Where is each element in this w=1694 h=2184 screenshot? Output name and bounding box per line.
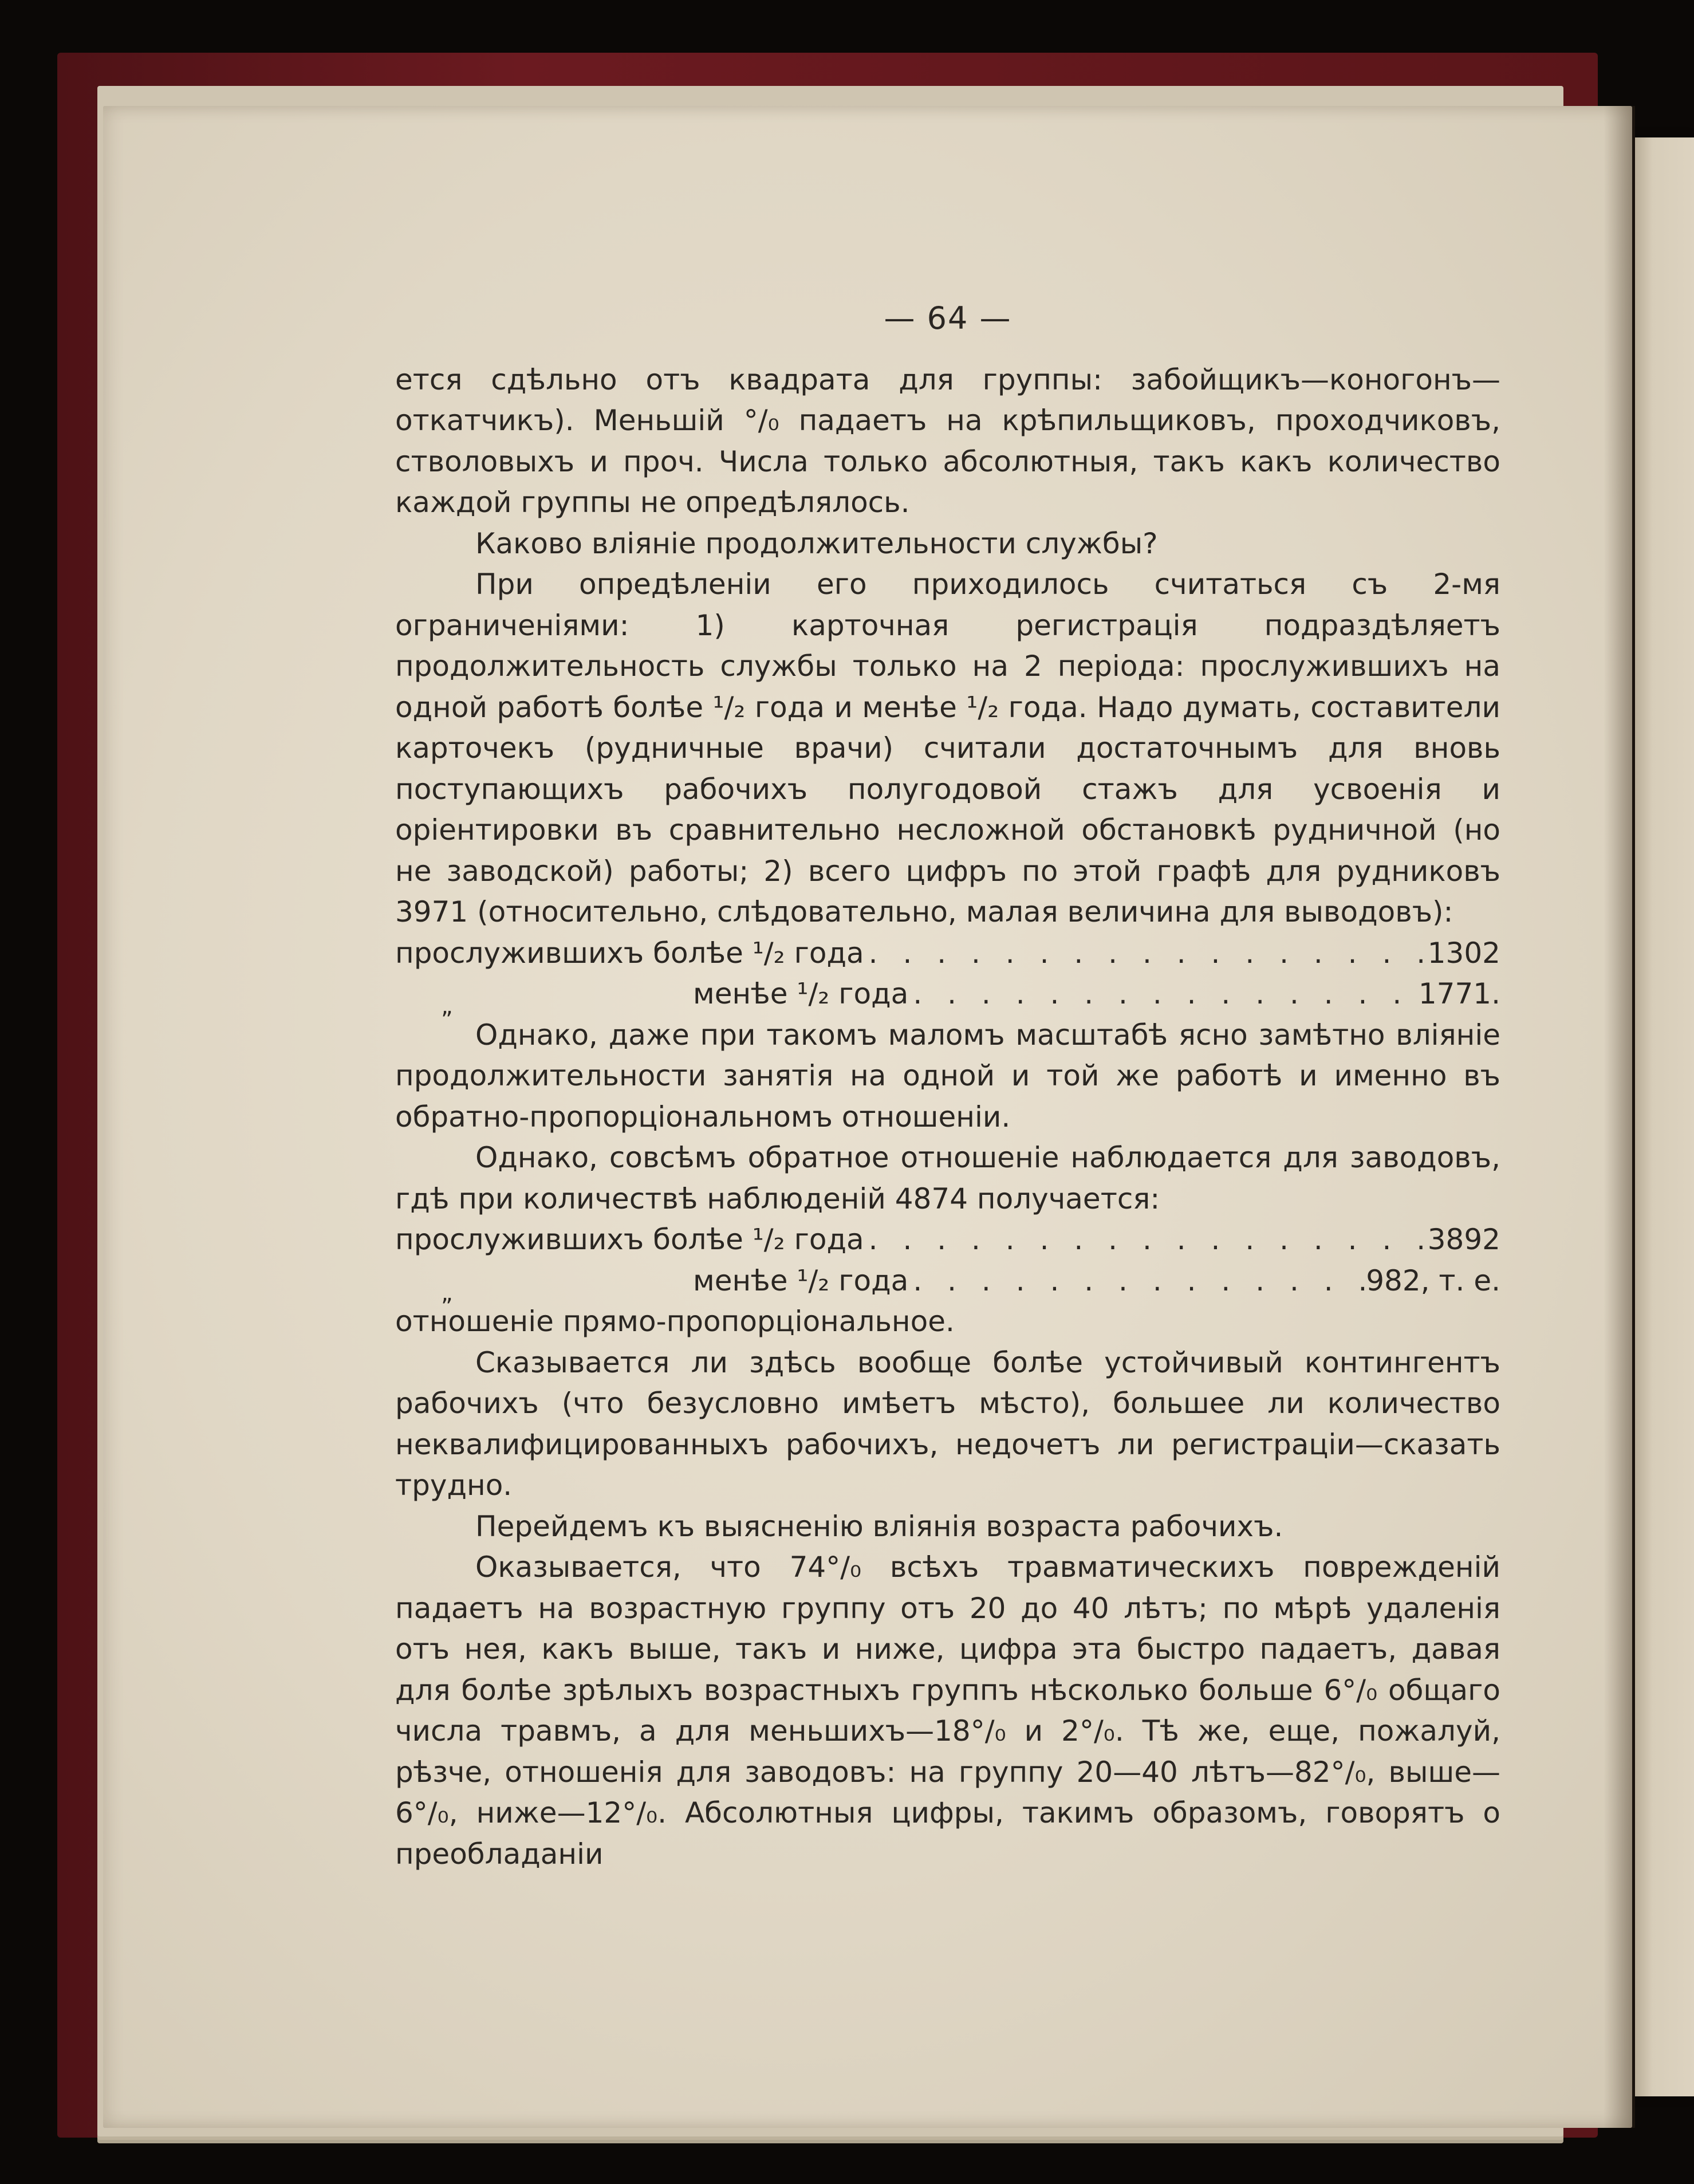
page-gutter <box>1604 106 1635 2128</box>
service-table-factories <box>395 1219 1500 1307</box>
paragraph: отношеніе прямо-пропорціональное. <box>395 1305 955 1338</box>
table-row <box>395 974 1500 1020</box>
paragraph-group-3 <box>395 1301 1500 1875</box>
page-number: — 64 — <box>884 300 1012 336</box>
facing-page-edge <box>1635 137 1694 2096</box>
leader-dots <box>864 933 1428 974</box>
row-label: прослужившихъ болѣе ¹/₂ года <box>395 1223 864 1256</box>
row-label: менѣе ¹/₂ года <box>693 977 909 1010</box>
paragraph-group-2 <box>395 1015 1500 1220</box>
paragraph: Перейдемъ къ выясненію вліянія возраста рабочихъ. <box>475 1509 1283 1543</box>
row-value: 3892 <box>1427 1223 1500 1256</box>
paragraph: ется сдѣльно отъ квадрата для группы: забойщикъ—коногонъ—откатчикъ). Меньшій °/₀ падаетъ на крѣпильщиковъ, проходчиковъ, стволовыхъ и проч. Числа только абсолютныя, такъ какъ количество каждой группы не опредѣлялось. <box>395 363 1500 519</box>
paragraph: Сказывается ли здѣсь вообще болѣе устойчивый контингентъ рабочихъ (что безусловно имѣетъ мѣсто), большее ли количество неквалифицированныхъ рабочихъ, недочетъ ли регистраціи—сказать трудно. <box>395 1345 1500 1502</box>
paragraph: При опредѣленіи его приходилось считаться съ 2-мя ограниченіями: 1) карточная регистрація подраздѣляетъ продолжительность службы только на 2 періода: прослужившихъ на одной работѣ болѣе ¹/₂ года и менѣе ¹/₂ года. Надо думать, составители карточекъ (рудничные врачи) считали достаточнымъ для вновь поступающихъ рабочихъ полугодовой стажъ для усвоенія и оріентировки въ сравнительно несложной обстановкѣ рудничной (но не заводской) работы; 2) всего цифръ по этой графѣ для рудниковъ 3971 (относительно, слѣдовательно, малая величина для выводовъ): <box>395 568 1500 928</box>
paragraph: Каково вліяніе продолжительности службы? <box>475 526 1158 560</box>
leader-dots <box>864 1219 1428 1261</box>
row-label: прослужившихъ болѣе ¹/₂ года <box>395 936 864 970</box>
row-value: 982, т. е. <box>1366 1264 1500 1297</box>
table-row <box>395 1261 1500 1307</box>
table-row <box>395 1219 1500 1261</box>
row-value: 1302 <box>1427 936 1500 970</box>
service-table-mines <box>395 933 1500 1020</box>
leader-dots <box>908 1261 1366 1302</box>
page-text <box>395 298 1500 1875</box>
ditto-mark: „ <box>441 1280 453 1307</box>
table-row <box>395 933 1500 974</box>
row-value: 1771. <box>1418 977 1500 1010</box>
paragraph-group-1 <box>395 360 1500 933</box>
leader-dots <box>908 974 1419 1015</box>
paragraph: Однако, совсѣмъ обратное отношеніе наблюдается для заводовъ, гдѣ при количествѣ наблюденій 4874 получается: <box>395 1141 1500 1215</box>
ditto-mark: „ <box>441 993 453 1020</box>
paragraph: Оказывается, что 74°/₀ всѣхъ травматическихъ поврежденій падаетъ на возрастную группу отъ 20 до 40 лѣтъ; по мѣрѣ удаленія отъ нея, какъ выше, такъ и ниже, цифра эта быстро падаетъ, давая для болѣе зрѣлыхъ возрастныхъ группъ нѣсколько больше 6°/₀ общаго числа травмъ, а для меньшихъ—18°/₀ и 2°/₀. Тѣ же, еще, пожалуй, рѣзче, отношенія для заводовъ: на группу 20—40 лѣтъ—82°/₀, выше—6°/₀, ниже—12°/₀. Абсолютныя цифры, такимъ образомъ, говорятъ о преобладаніи <box>395 1551 1500 1871</box>
paragraph: Однако, даже при такомъ маломъ масштабѣ ясно замѣтно вліяніе продолжительности занятія на одной и той же работѣ и именно въ обратно-пропорціональномъ отношеніи. <box>395 1018 1500 1134</box>
row-label: менѣе ¹/₂ года <box>693 1264 909 1297</box>
